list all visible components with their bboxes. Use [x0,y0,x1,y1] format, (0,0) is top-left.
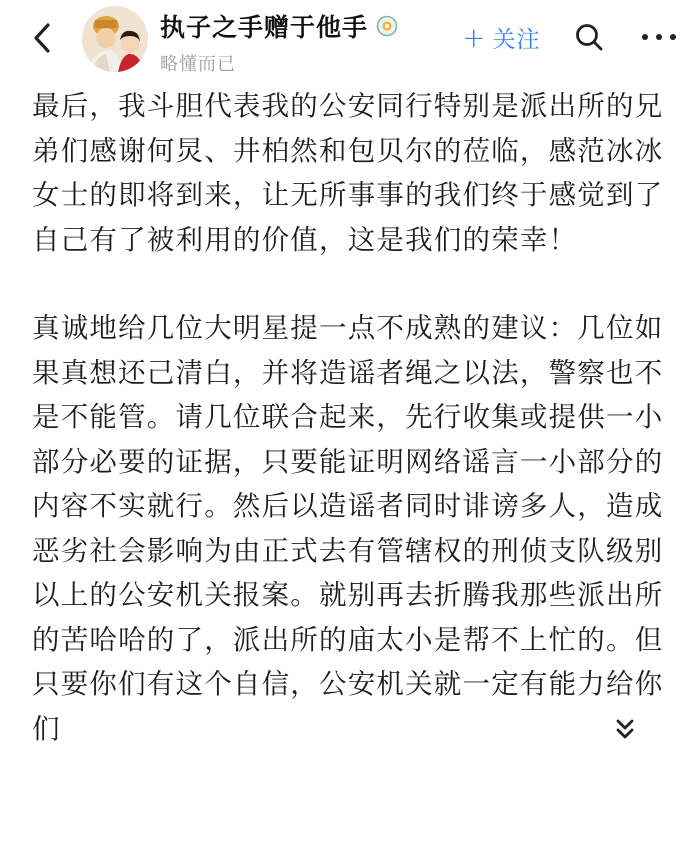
user-info[interactable] [160,8,398,76]
double-chevron-down-icon [614,717,636,741]
user-subtitle: 略懂而已 [160,54,236,75]
back-button[interactable] [26,20,58,56]
follow-button[interactable] [462,20,540,54]
top-bar [0,0,700,78]
follow-label: 关注 [492,26,541,53]
post-paragraph-2: 真诚地给几位大明星提一点不成熟的建议：几位如果真想还己清白，并将造谣者绳之以法，警察也不是不能管。请几位联合起来，先行收集或提供一小部分必要的证据，只要能证明网络谣言一小部分的内容不实就行。然后以造谣者同时诽谤多人，造成恶劣社会影响为由正式去有管辖权的刑侦支队级别以上的公安机关报案。就别再去折腾我那些派出所的苦哈哈的了，派出所的庙太小是帮不上忙的。但只要你们有这个自信，公安机关就一定有能力给你们 [32,312,664,745]
user-name[interactable]: 执子之手赠于他手 [160,13,369,42]
verified-badge-icon [376,15,398,37]
chevron-left-icon [32,22,52,54]
search-icon[interactable] [574,22,604,52]
post-paragraph-1: 最后，我斗胆代表我的公安同行特别是派出所的兄弟们感谢何炅、井柏然和包贝尔的莅临，感范冰冰女士的即将到来，让无所事事的我们终于感觉到了自己有了被利用的价值，这是我们的荣幸！ [32,90,664,256]
expand-collapse-button[interactable] [608,712,642,746]
post-content [32,84,672,751]
plus-icon: + [462,20,487,54]
avatar[interactable] [82,6,148,72]
more-icon[interactable] [638,24,680,50]
